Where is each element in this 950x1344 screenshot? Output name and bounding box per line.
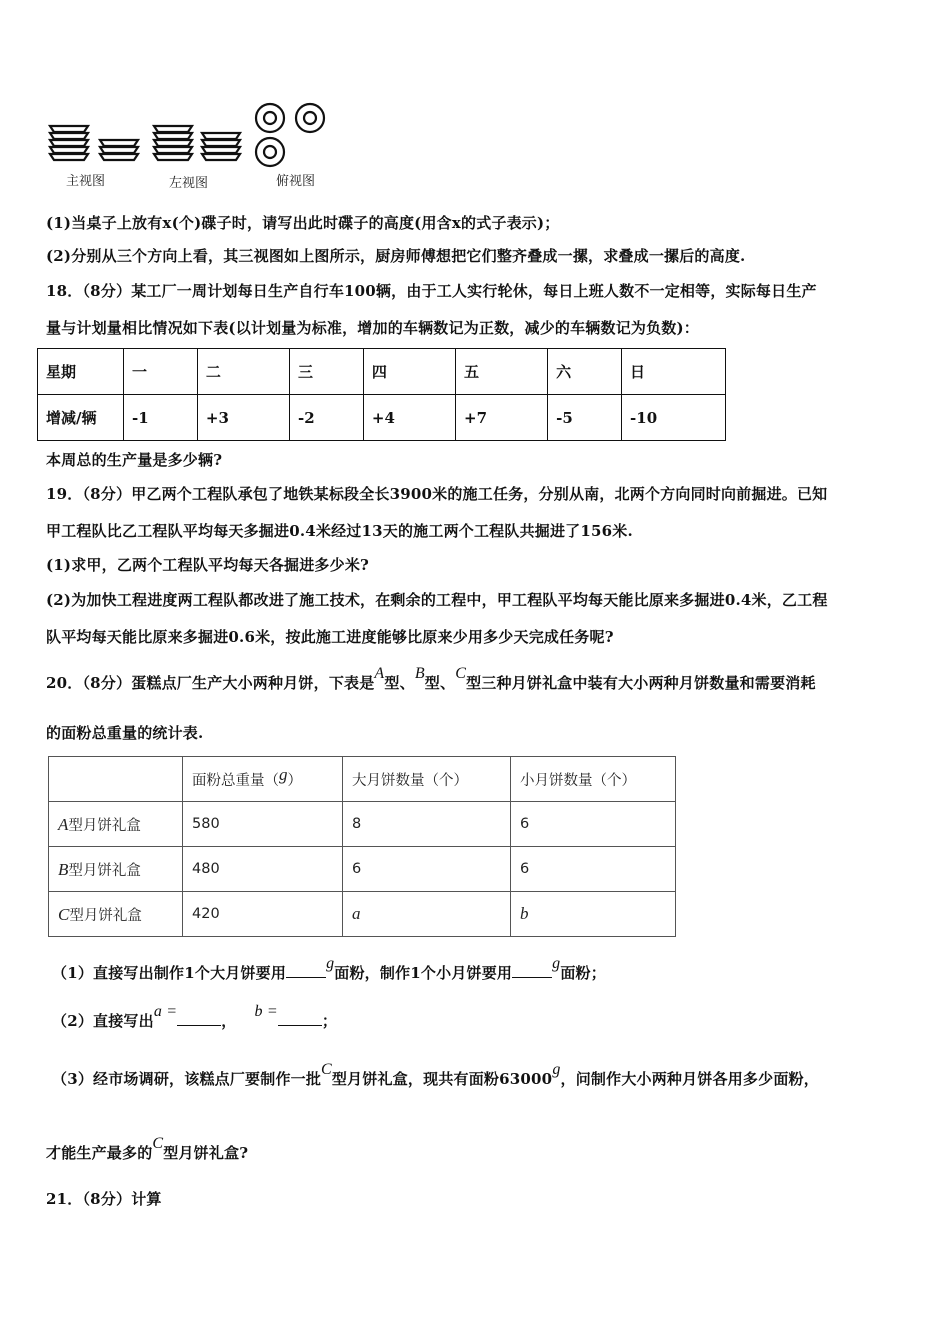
row-var: C [58, 904, 70, 924]
header-text: 面粉总重量（ [192, 772, 279, 789]
var-A: A [374, 665, 385, 682]
table-cell: 6 [343, 847, 511, 892]
table-cell: +4 [363, 395, 455, 441]
q20-line2: 的面粉总重量的统计表. [46, 724, 204, 742]
row-label: 型月饼礼盒 [68, 862, 141, 879]
table-cell: 三 [290, 349, 364, 395]
table-row [49, 892, 676, 937]
front-view-caption: 主视图 [66, 174, 106, 189]
production-table [37, 348, 726, 441]
table-cell: +3 [197, 395, 289, 441]
table-cell: 小月饼数量（个） [511, 757, 676, 802]
q21-title: 21．（8分）计算 [46, 1190, 162, 1208]
part-text: 才能生产最多的 [46, 1144, 153, 1162]
unit-g: g [279, 764, 288, 784]
answer-blank[interactable] [278, 1011, 322, 1026]
table-row [49, 847, 676, 892]
front-view-small-stack [100, 140, 138, 160]
part-text: 面粉； [560, 964, 606, 982]
q19-line2: 甲工程队比乙工程队平均每天多掘进0.4米经过13天的施工两个工程队共掘进了156米. [46, 522, 633, 540]
row-var: B [58, 859, 69, 879]
table-row [49, 802, 676, 847]
unit-g: g [552, 955, 561, 972]
q20-part2 [52, 1003, 338, 1031]
top-view-caption: 俯视图 [276, 174, 316, 189]
answer-blank[interactable] [177, 1011, 221, 1026]
part-text: ； [321, 1012, 338, 1030]
q20-part1 [52, 955, 606, 983]
table-row [38, 395, 726, 441]
var-a: a = [153, 1003, 178, 1020]
table-cell: -5 [548, 395, 622, 441]
table-cell: 日 [622, 349, 726, 395]
type-sep: 型、 [384, 674, 415, 692]
q19-part1: (1)求甲，乙两个工程队平均每天各掘进多少米? [46, 556, 370, 574]
q20-intro: 20．（8分）蛋糕点厂生产大小两种月饼，下表是 [46, 674, 375, 692]
table-cell: -2 [290, 395, 364, 441]
part-text: （1）直接写出制作1个大月饼要用 [52, 964, 287, 982]
part-text: （2）直接写出 [52, 1012, 154, 1030]
table-cell: -1 [124, 395, 198, 441]
table-cell: 五 [456, 349, 548, 395]
table-cell: a [343, 892, 511, 937]
var-C: C [152, 1135, 164, 1152]
left-view-caption: 左视图 [169, 176, 209, 191]
q19-part2a: (2)为加快工程进度两工程队都改进了施工技术，在剩余的工程中，甲工程队平均每天能比原来多掘进0.4米，乙工程 [46, 591, 828, 609]
part-text: （3）经市场调研，该糕点厂要制作一批 [52, 1070, 322, 1088]
table-cell: -10 [622, 395, 726, 441]
left-view-stack-1 [154, 126, 192, 160]
header-text: ） [287, 772, 302, 789]
q20-part3-cont [46, 1135, 249, 1163]
var-C: C [321, 1061, 332, 1078]
part-text: 面粉，制作1个小月饼要用 [334, 964, 513, 982]
table-cell [49, 892, 183, 937]
q20-intro-end: 型三种月饼礼盒中装有大小两种月饼数量和需要消耗 [466, 674, 816, 692]
table-cell: 8 [343, 802, 511, 847]
table-row [38, 349, 726, 395]
mooncake-table [48, 756, 676, 937]
var-b: b = [254, 1003, 278, 1020]
table-cell: 6 [511, 847, 676, 892]
row-label: 型月饼礼盒 [68, 817, 141, 834]
part-text: 型月饼礼盒? [163, 1144, 249, 1162]
table-cell: 二 [197, 349, 289, 395]
part-text: ，问制作大小两种月饼各用多少面粉， [560, 1070, 819, 1088]
table-cell: 大月饼数量（个） [343, 757, 511, 802]
table-cell [49, 802, 183, 847]
row-label: 型月饼礼盒 [69, 907, 142, 924]
q18-line2: 量与计划量相比情况如下表(以计划量为标准，增加的车辆数记为正数，减少的车辆数记为负数)： [46, 319, 699, 337]
q17-part2: (2)分别从三个方向上看，其三视图如上图所示，厨房师傅想把它们整齐叠成一摞，求叠成一摞后的高度. [46, 247, 746, 265]
table-cell [183, 757, 343, 802]
table-cell: 星期 [38, 349, 124, 395]
part-text: 型月饼礼盒，现共有面粉63000 [331, 1070, 553, 1088]
q18-line1: 18．（8分）某工厂一周计划每日生产自行车100辆，由于工人实行轮休，每日上班人数不一定相等，实际每日生产 [46, 282, 817, 300]
type-sep: 型、 [424, 674, 456, 692]
unit-g: g [552, 1061, 561, 1078]
table-cell [49, 847, 183, 892]
table-cell: 6 [511, 802, 676, 847]
q20-part3 [52, 1061, 819, 1089]
table-cell: 580 [183, 802, 343, 847]
part-text: ， [221, 1012, 237, 1030]
q20-line1 [46, 665, 816, 693]
unit-g: g [326, 955, 335, 972]
q17-part1: (1)当桌子上放有x(个)碟子时，请写出此时碟子的高度(用含x的式子表示)； [46, 214, 560, 232]
table-cell: +7 [456, 395, 548, 441]
table-cell: 六 [548, 349, 622, 395]
front-view-stack [50, 126, 88, 160]
q18-question: 本周总的生产量是多少辆? [46, 451, 223, 469]
table-cell: 480 [183, 847, 343, 892]
table-cell: 420 [183, 892, 343, 937]
q19-part2b: 队平均每天能比原来多掘进0.6米，按此施工进度能够比原来少用多少天完成任务呢? [46, 628, 614, 646]
q19-line1: 19．（8分）甲乙两个工程队承包了地铁某标段全长3900米的施工任务，分别从南，北两个方向同时向前掘进。已知 [46, 485, 828, 503]
table-cell: 一 [124, 349, 198, 395]
left-view-stack-2 [202, 133, 240, 160]
answer-blank[interactable] [286, 963, 326, 978]
var-C: C [455, 665, 467, 682]
table-cell: 增减/辆 [38, 395, 124, 441]
table-cell [49, 757, 183, 802]
top-view-circles [256, 104, 324, 166]
row-var: A [58, 814, 69, 834]
table-row [49, 757, 676, 802]
answer-blank[interactable] [512, 963, 552, 978]
var-B: B [414, 665, 425, 682]
table-cell: b [511, 892, 676, 937]
table-cell: 四 [363, 349, 455, 395]
